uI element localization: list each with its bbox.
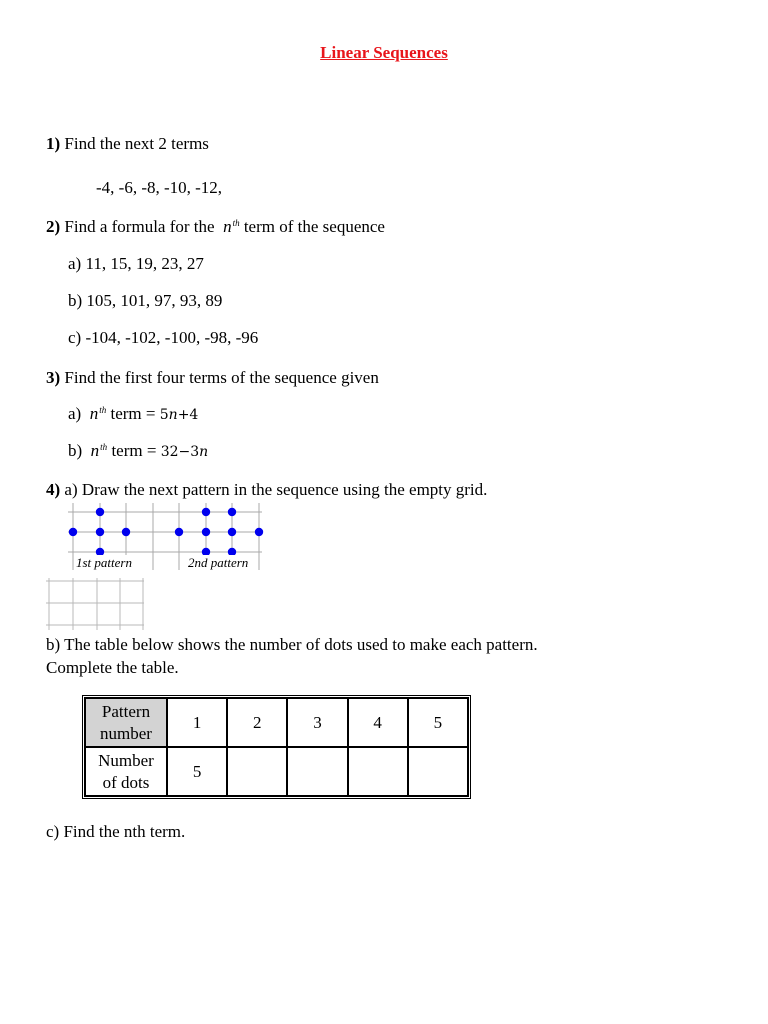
q3-part-b <box>68 441 208 461</box>
table-cell: 5 <box>408 698 468 747</box>
pattern-2-label: 2nd pattern <box>188 555 249 570</box>
math-th: th <box>100 442 108 452</box>
table-row <box>85 747 468 796</box>
question-1 <box>46 134 209 154</box>
pattern-1-label: 1st pattern <box>76 555 132 570</box>
table-cell: 3 <box>287 698 347 747</box>
dot <box>255 528 263 536</box>
dot <box>175 528 183 536</box>
question-text: Find the first four terms of the sequence given <box>64 368 379 387</box>
question-number: 1) <box>46 134 61 153</box>
math-th: th <box>232 218 240 228</box>
header-line: number <box>100 723 152 743</box>
header-line: Pattern <box>101 701 151 721</box>
formula-coef: 5 <box>159 407 169 423</box>
q2-part-c: c) -104, -102, -100, -98, -96 <box>68 328 259 347</box>
row-header-number-of-dots <box>85 747 167 796</box>
table-cell: 4 <box>348 698 408 747</box>
math-n: n <box>223 217 232 236</box>
term-text: term = <box>111 441 157 460</box>
answer-cell[interactable] <box>348 747 408 796</box>
question-text: Find a formula for the <box>64 217 215 236</box>
table-cell: 5 <box>167 747 227 796</box>
q4-part-c: c) Find the nth term. <box>46 822 186 841</box>
question-text: Find the next 2 terms <box>64 134 209 153</box>
q2-part-b: b) 105, 101, 97, 93, 89 <box>68 291 223 310</box>
q1-sequence: -4, -6, -8, -10, -12, <box>96 178 223 197</box>
table-row <box>85 698 468 747</box>
formula-var: n <box>168 407 178 423</box>
dot <box>96 508 104 516</box>
question-number: 2) <box>46 217 61 236</box>
formula-var: n <box>199 444 209 460</box>
dot <box>228 508 236 516</box>
math-th: th <box>99 405 107 415</box>
dot <box>228 528 236 536</box>
question-4 <box>46 480 487 500</box>
part-label: a) <box>68 404 82 423</box>
formula-coef: 32−3 <box>160 444 200 460</box>
dots-table <box>82 695 471 799</box>
dot <box>202 508 210 516</box>
question-text-after: term of the sequence <box>243 217 385 236</box>
dot <box>96 528 104 536</box>
header-line: Number <box>98 750 154 770</box>
math-n: n <box>89 404 99 423</box>
term-text: term = <box>110 404 156 423</box>
formula <box>161 444 208 460</box>
q3-part-a <box>68 404 198 424</box>
table-cell: 2 <box>227 698 287 747</box>
math-n: n <box>90 441 100 460</box>
dot <box>122 528 130 536</box>
q2-part-a: a) 11, 15, 19, 23, 27 <box>68 254 204 273</box>
table-cell: 1 <box>167 698 227 747</box>
formula <box>160 407 199 423</box>
answer-cell[interactable] <box>227 747 287 796</box>
question-text: a) Draw the next pattern in the sequence using the empty grid. <box>64 480 488 499</box>
row-header-pattern-number <box>85 698 167 747</box>
answer-cell[interactable] <box>287 747 347 796</box>
question-number: 4) <box>46 480 61 499</box>
question-3 <box>46 368 379 388</box>
answer-cell[interactable] <box>408 747 468 796</box>
q4-part-b-line2: Complete the table. <box>46 658 179 677</box>
header-line: of dots <box>102 772 150 792</box>
dot-patterns-figure <box>62 500 266 575</box>
page-title: Linear Sequences <box>320 43 448 62</box>
question-number: 3) <box>46 368 61 387</box>
question-2 <box>46 217 385 237</box>
dot <box>69 528 77 536</box>
part-label: b) <box>68 441 83 460</box>
empty-drawing-grid[interactable] <box>44 576 146 632</box>
q4-part-b-line1: b) The table below shows the number of dots used to make each pattern. <box>46 635 538 654</box>
dot <box>202 528 210 536</box>
formula-const: +4 <box>177 407 199 423</box>
